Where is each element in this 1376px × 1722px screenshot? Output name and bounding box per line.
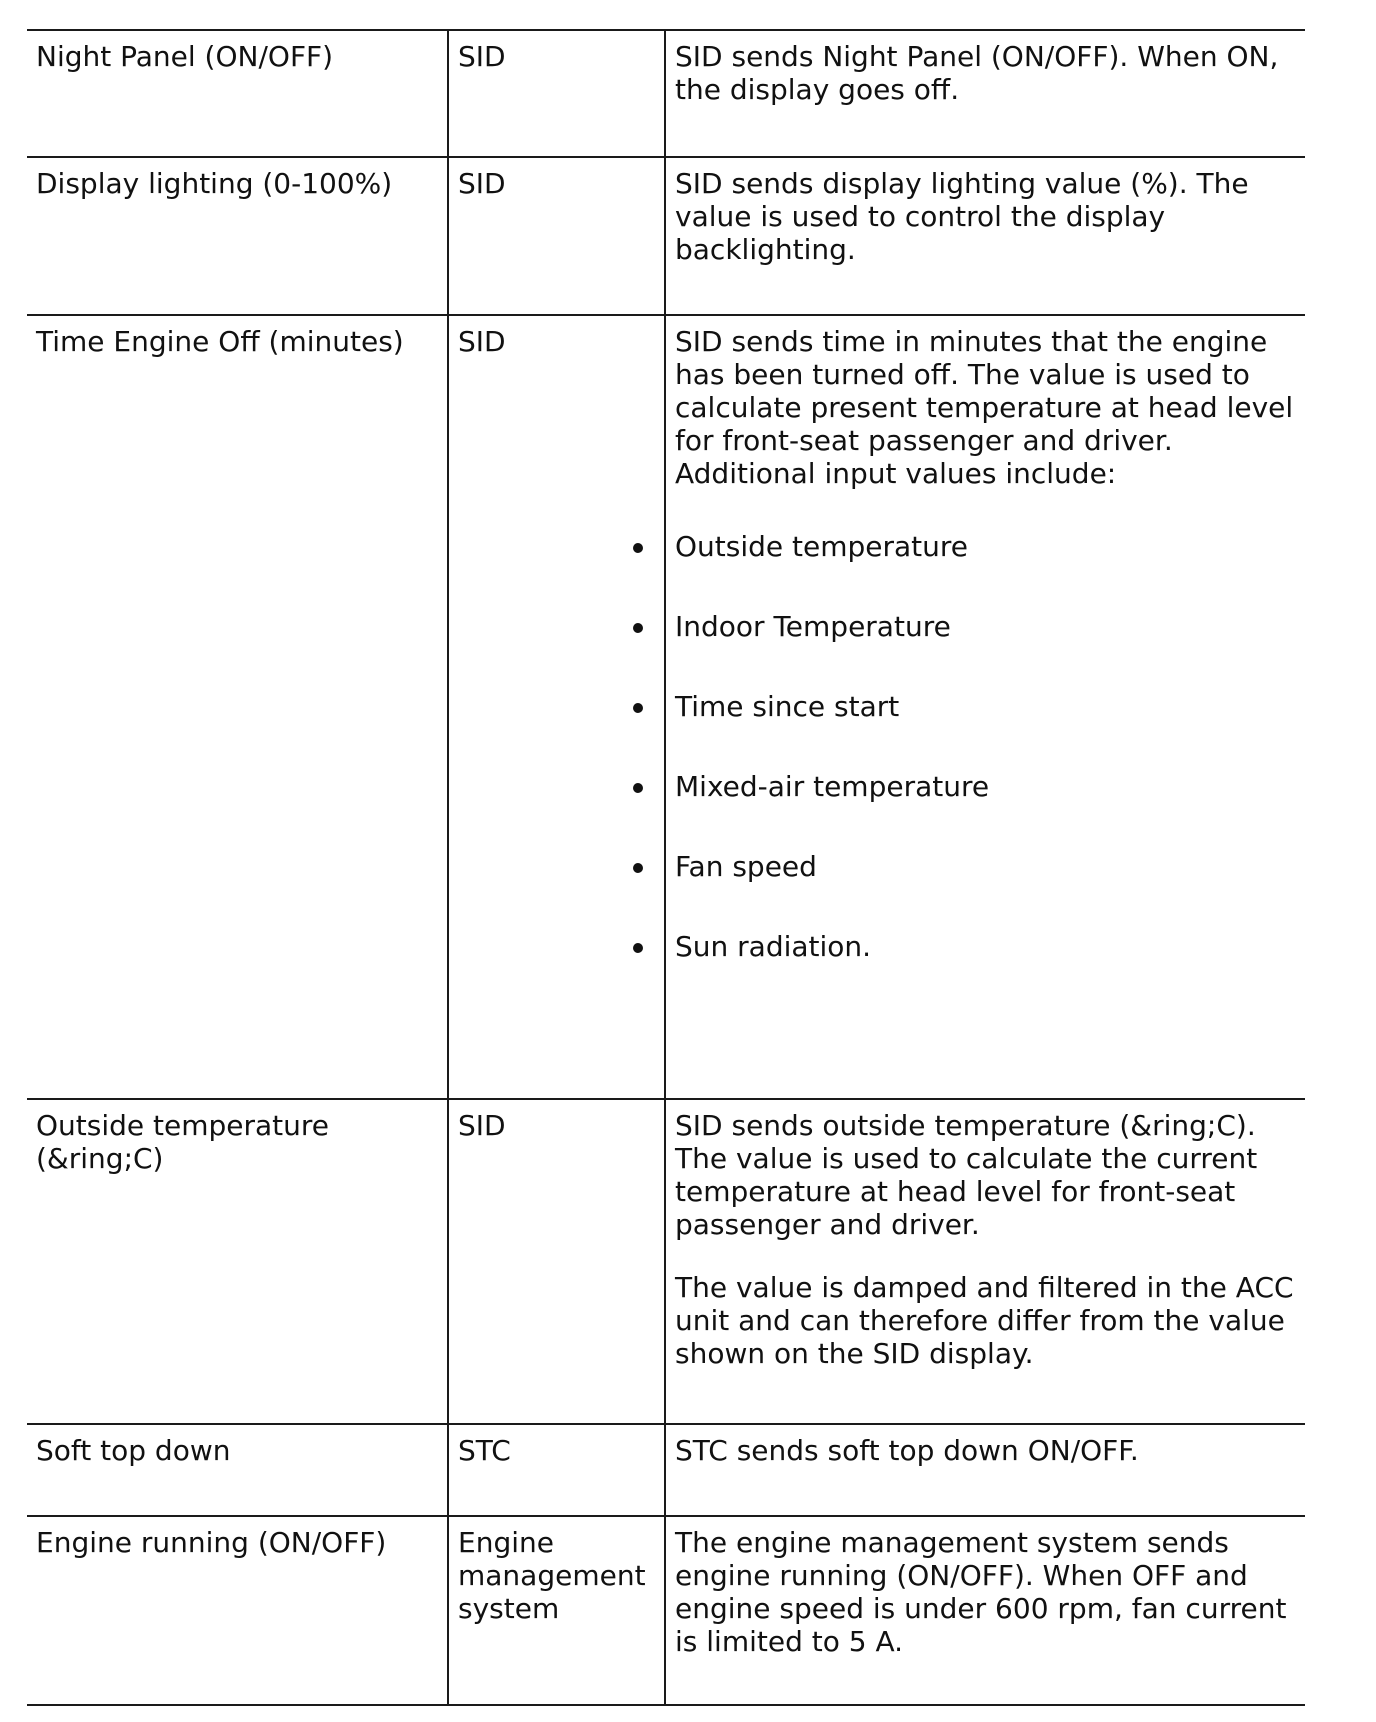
parameter-cell (27, 1516, 448, 1705)
description-cell (665, 1099, 1305, 1424)
list-item (675, 770, 1295, 850)
table-row (27, 1516, 1305, 1705)
source-cell (448, 1099, 665, 1424)
source-text: SID (458, 40, 506, 73)
table-row (27, 1099, 1305, 1424)
table-row (27, 30, 1305, 157)
list-item (675, 690, 1295, 770)
description-text: STC sends soft top down ON/OFF. (675, 1434, 1139, 1467)
description-cell (665, 1424, 1305, 1516)
list-item (675, 530, 1295, 610)
description-text-2: The value is damped and filtered in the ACC unit and can therefore differ from the value shown on the SID display. (675, 1271, 1294, 1370)
parameter-text: Engine running (ON/OFF) (36, 1526, 387, 1559)
bullet-icon (633, 863, 643, 873)
parameter-cell (27, 157, 448, 315)
parameter-text: Display lighting (0-100%) (36, 167, 393, 200)
bullet-icon (633, 783, 643, 793)
source-text: SID (458, 167, 506, 200)
bullet-icon (633, 623, 643, 633)
bullet-icon (633, 943, 643, 953)
input-value-text: Sun radiation. (675, 930, 872, 963)
list-item (675, 930, 1295, 1010)
source-text: STC (458, 1434, 511, 1467)
description-cell (665, 1516, 1305, 1705)
source-cell (448, 157, 665, 315)
table-row (27, 1424, 1305, 1516)
description-text: SID sends outside temperature (&ring;C). The value is used to calculate the current temperature at head level for front-seat passenger and driver. (675, 1109, 1258, 1241)
parameter-cell (27, 1099, 448, 1424)
table-row (27, 157, 1305, 315)
bullet-icon (633, 543, 643, 553)
input-value-text: Outside temperature (675, 530, 969, 563)
parameter-cell (27, 30, 448, 157)
parameter-text: Outside temperature (&ring;C) (36, 1109, 330, 1175)
list-item (675, 850, 1295, 930)
source-text: SID (458, 325, 506, 358)
input-value-text: Indoor Temperature (675, 610, 951, 643)
input-value-text: Time since start (675, 690, 900, 723)
source-cell (448, 1516, 665, 1705)
bullet-icon (633, 703, 643, 713)
source-text: Engine management system (458, 1526, 646, 1625)
description-cell (665, 30, 1305, 157)
source-cell (448, 1424, 665, 1516)
description-text: SID sends display lighting value (%). The value is used to control the display backlighting. (675, 167, 1249, 266)
description-text: SID sends time in minutes that the engine has been turned off. The value is used to calculate present temperature at head level for front-seat passenger and driver. Additional input values include: (675, 325, 1294, 490)
description-text: SID sends Night Panel (ON/OFF). When ON, the display goes off. (675, 40, 1279, 106)
description-cell (665, 315, 1305, 1099)
parameter-cell (27, 315, 448, 1099)
description-text: The engine management system sends engine running (ON/OFF). When OFF and engine speed is under 600 rpm, fan current is limited to 5 A. (675, 1526, 1287, 1658)
input-values-list (675, 530, 1295, 1010)
signal-table (27, 29, 1305, 1706)
parameter-cell (27, 1424, 448, 1516)
list-item (675, 610, 1295, 690)
source-cell (448, 30, 665, 157)
table-row (27, 315, 1305, 1099)
parameter-text: Night Panel (ON/OFF) (36, 40, 334, 73)
description-cell (665, 157, 1305, 315)
parameter-text: Time Engine Off (minutes) (36, 325, 404, 358)
parameter-text: Soft top down (36, 1434, 231, 1467)
source-text: SID (458, 1109, 506, 1142)
input-value-text: Fan speed (675, 850, 817, 883)
input-value-text: Mixed-air temperature (675, 770, 990, 803)
